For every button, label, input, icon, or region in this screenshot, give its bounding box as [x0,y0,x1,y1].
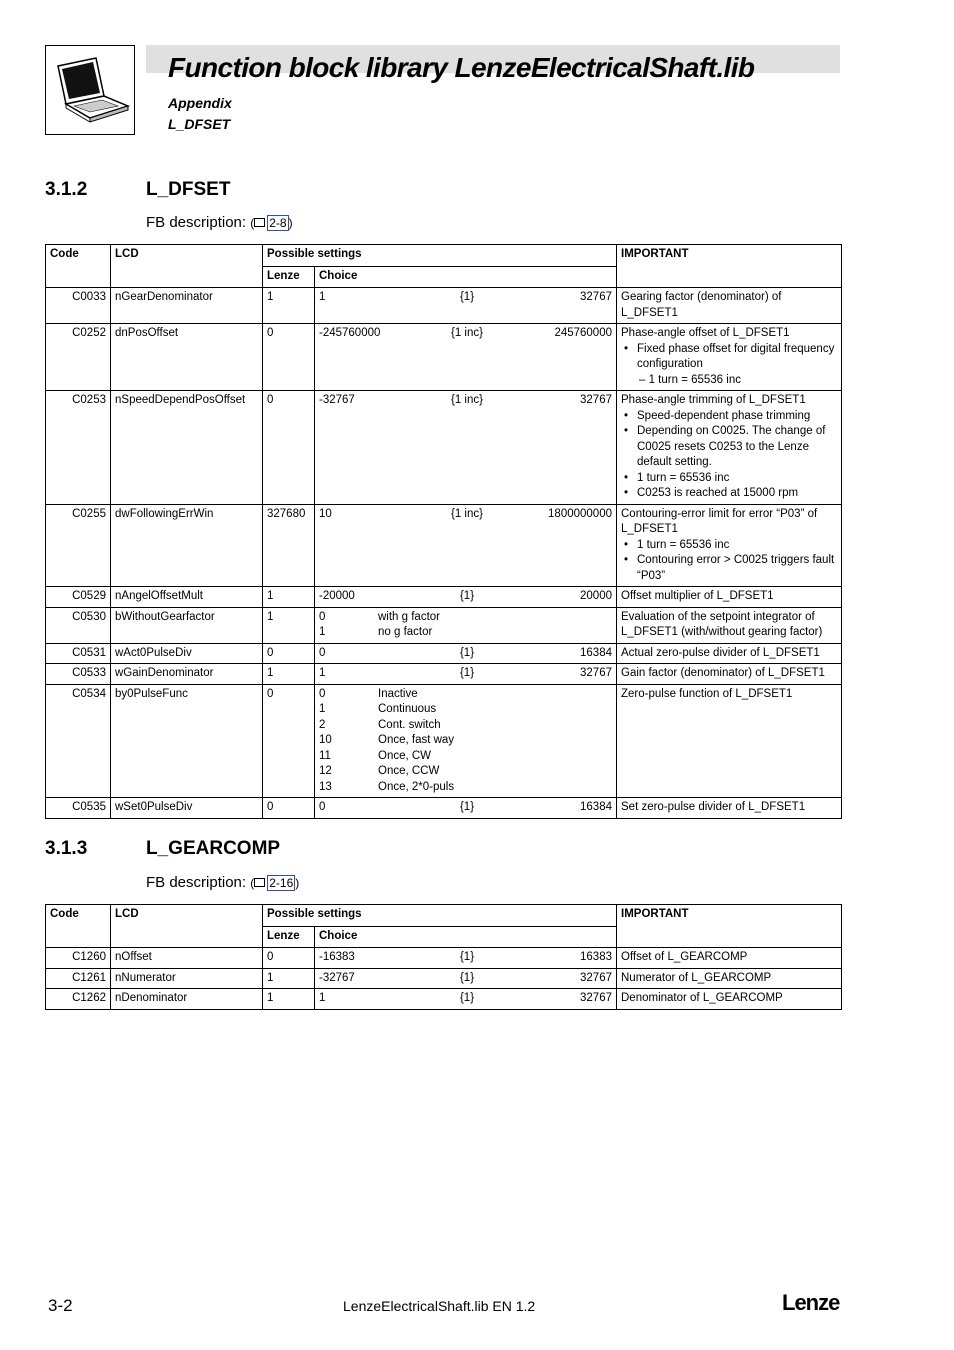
choice-cell [315,989,617,1010]
lenze-cell: 1 [263,607,315,643]
lcd-cell: wAct0PulseDiv [111,643,263,664]
breadcrumb-appendix: Appendix [168,95,232,111]
important-text: Phase-angle trimming of L_DFSET1 [621,394,806,406]
code-cell: C0530 [46,607,111,643]
lcd-cell: nNumerator [111,968,263,989]
lenze-cell: 0 [263,798,315,819]
important-cell: Set zero-pulse divider of L_DFSET1 [617,798,842,819]
fb-description-l-gearcomp [146,874,299,891]
choice-min: 0 [319,801,326,813]
choice-max: 1800000000 [548,507,612,520]
section-title-l-dfset: L_DFSET [146,179,231,200]
choice-cell [315,968,617,989]
list-item: • 1 turn = 65536 inc [621,538,837,554]
choice-min: -245760000 [319,327,381,339]
option-value: 13 [319,780,332,793]
choice-cell [315,504,617,587]
paren-open: ( [250,216,255,230]
table-row [46,288,842,324]
lcd-cell: nDenominator [111,989,263,1010]
option-label: Inactive [378,687,418,700]
important-cell [617,504,842,587]
code-cell: C0529 [46,587,111,608]
section-title-l-gearcomp: L_GEARCOMP [146,838,281,859]
l-dfset-code-table [45,244,842,819]
choice-step: {1} [459,667,475,679]
choice-step: {1 inc} [451,327,483,339]
header-lcd: LCD [111,905,263,948]
choice-cell [315,684,617,798]
choice-max: 32767 [580,394,612,406]
lenze-cell: 1 [263,288,315,324]
breadcrumb-block: L_DFSET [168,116,231,132]
header-code: Code [46,245,111,288]
choice-max: 16384 [580,646,612,659]
lenze-cell: 0 [263,684,315,798]
list-item: • 1 turn = 65536 inc [621,471,837,487]
laptop-logo-icon [45,45,135,135]
important-cell: Actual zero-pulse divider of L_DFSET1 [617,643,842,664]
table-row [46,989,842,1010]
table-row [46,391,842,505]
code-cell: C0531 [46,643,111,664]
option-value: 11 [319,749,331,762]
important-cell: Gain factor (denominator) of L_DFSET1 [617,664,842,685]
lcd-cell: dwFollowingErrWin [111,504,263,587]
section-number-l-dfset: 3.1.2 [45,179,88,200]
lcd-cell: nOffset [111,948,263,969]
table-row [46,643,842,664]
important-cell [617,391,842,505]
header-lenze: Lenze [263,927,315,948]
book-icon [254,218,265,227]
table-row [46,587,842,608]
paren-open: ( [250,876,255,890]
lcd-cell: nGearDenominator [111,288,263,324]
header-possible-settings: Possible settings [263,245,617,267]
code-cell: C0255 [46,504,111,587]
list-item: • C0253 is reached at 15000 rpm [621,486,837,502]
lenze-cell: 1 [263,968,315,989]
fb-description-label: FB description: [146,874,247,891]
lcd-cell: nSpeedDependPosOffset [111,391,263,505]
choice-max: 32767 [580,992,612,1004]
lenze-cell: 0 [263,324,315,391]
choice-max: 16383 [580,951,612,963]
choice-step: {1} [459,971,475,984]
lcd-cell: by0PulseFunc [111,684,263,798]
list-sub-item: – 1 turn = 65536 inc [639,373,741,386]
code-cell: C0033 [46,288,111,324]
lenze-cell: 1 [263,664,315,685]
important-cell: Zero-pulse function of L_DFSET1 [617,684,842,798]
choice-cell [315,587,617,608]
important-cell: Denominator of L_GEARCOMP [617,989,842,1010]
section-number-l-gearcomp: 3.1.3 [45,838,88,859]
choice-cell [315,391,617,505]
choice-step: {1} [459,291,475,303]
list-item: • Fixed phase offset for digital frequency configuration [621,342,837,373]
choice-max: 32767 [580,291,612,303]
lenze-cell: 327680 [263,504,315,587]
l-gearcomp-code-table [45,904,842,1010]
option-label: Once, CW [378,749,432,762]
choice-min: 1 [319,992,326,1004]
table-row [46,968,842,989]
table-row [46,684,842,798]
choice-cell [315,664,617,685]
important-cell: Numerator of L_GEARCOMP [617,968,842,989]
page-number: 3-2 [48,1296,73,1315]
choice-max: 245760000 [554,327,612,339]
option-label: Once, CCW [378,765,440,777]
code-cell: C1262 [46,989,111,1010]
table-row [46,948,842,969]
option-value: 0 [319,610,326,623]
choice-min: -32767 [319,971,355,984]
table-row [46,664,842,685]
important-list [621,538,837,585]
choice-max: 32767 [580,667,612,679]
choice-cell [315,643,617,664]
lcd-cell: bWithoutGearfactor [111,607,263,643]
lcd-cell: wGainDenominator [111,664,263,685]
lcd-cell: dnPosOffset [111,324,263,391]
lcd-cell: nAngelOffsetMult [111,587,263,608]
choice-min: -20000 [319,590,355,602]
choice-step: {1} [459,646,475,659]
code-cell: C0533 [46,664,111,685]
choice-cell [315,798,617,819]
page-title: Function block library LenzeElectricalShaft.lib [168,52,755,83]
choice-min: 10 [319,507,332,520]
code-cell: C1260 [46,948,111,969]
option-label: with g factor [378,610,440,623]
header-possible-settings: Possible settings [263,905,617,927]
important-cell: Evaluation of the setpoint integrator of L_DFSET1 (with/without gearing factor) [617,607,842,643]
option-label: Cont. switch [378,718,441,731]
important-cell: Gearing factor (denominator) of L_DFSET1 [617,288,842,324]
choice-max: 16384 [580,801,612,813]
choice-step: {1} [459,992,475,1004]
option-value: 0 [319,687,326,700]
option-label: Continuous [378,703,437,715]
header-choice: Choice [315,927,617,948]
choice-min: 0 [319,646,326,659]
lenze-cell: 1 [263,989,315,1010]
table-row [46,607,842,643]
fb-reference-link[interactable]: 2-16 [269,876,294,890]
important-text: Phase-angle offset of L_DFSET1 [621,327,790,339]
option-value: 1 [319,626,326,638]
choice-step: {1} [459,951,475,963]
header-code: Code [46,905,111,948]
choice-step: {1 inc} [451,507,483,520]
choice-cell [315,607,617,643]
lenze-cell: 0 [263,643,315,664]
option-value: 10 [319,734,332,746]
fb-description-label: FB description: [146,214,247,231]
code-cell: C0534 [46,684,111,798]
option-label: no g factor [378,626,433,638]
choice-cell [315,948,617,969]
lcd-cell: wSet0PulseDiv [111,798,263,819]
list-item: • Depending on C0025. The change of C0025 resets C0253 to the Lenze default setting. [621,424,837,471]
table-row [46,324,842,391]
footer-document: LenzeElectricalShaft.lib EN 1.2 [343,1298,536,1314]
choice-min: 1 [319,291,326,303]
code-cell: C0253 [46,391,111,505]
list-item: • Contouring error > C0025 triggers fault “P03” [621,553,837,584]
important-cell: Offset multiplier of L_DFSET1 [617,587,842,608]
list-item: • Speed-dependent phase trimming [621,409,837,425]
table-row [46,798,842,819]
code-cell: C0252 [46,324,111,391]
choice-min: 1 [319,667,326,679]
option-value: 12 [319,765,332,777]
code-cell: C1261 [46,968,111,989]
lenze-cell: 0 [263,948,315,969]
fb-description-l-dfset [146,214,293,231]
choice-cell [315,288,617,324]
choice-min: -32767 [319,394,355,406]
lenze-cell: 1 [263,587,315,608]
choice-cell [315,324,617,391]
important-list [621,409,837,502]
header-lenze: Lenze [263,267,315,288]
fb-reference-link[interactable]: 2-8 [269,216,287,230]
header-important: IMPORTANT [617,905,842,948]
important-list [621,342,837,373]
choice-step: {1 inc} [451,394,483,406]
choice-max: 32767 [580,971,612,984]
lenze-cell: 0 [263,391,315,505]
choice-max: 20000 [580,590,612,602]
option-label: Once, 2*0-puls [378,780,455,793]
brand-logo: Lenze [782,1290,840,1315]
important-text: Contouring-error limit for error “P03” of L_DFSET1 [621,507,818,535]
header-choice: Choice [315,267,617,288]
important-cell: Offset of L_GEARCOMP [617,948,842,969]
code-cell: C0535 [46,798,111,819]
choice-step: {1} [459,590,475,602]
choice-step: {1} [459,801,475,813]
choice-min: -16383 [319,951,355,963]
important-cell [617,324,842,391]
header-important: IMPORTANT [617,245,842,288]
book-icon [254,878,265,887]
table-row [46,504,842,587]
paren-close: ) [288,216,293,230]
option-label: Once, fast way [378,734,455,746]
option-value: 1 [319,703,326,715]
paren-close: ) [295,876,300,890]
header-lcd: LCD [111,245,263,288]
option-value: 2 [319,718,326,731]
